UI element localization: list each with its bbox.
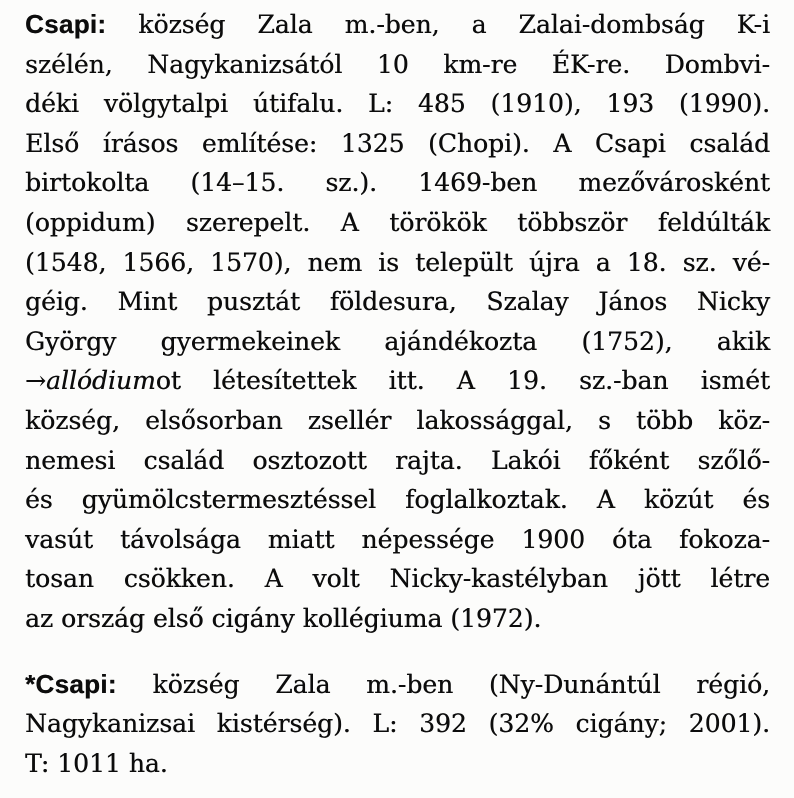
text-line xyxy=(25,401,770,441)
text-line xyxy=(25,243,770,283)
text-run: vasút távolsága miatt népessége 1900 óta fokoza- xyxy=(25,524,770,554)
text-line xyxy=(25,5,770,45)
text-run: géig. Mint pusztát földesura, Szalay János Nicky xyxy=(25,287,770,317)
text-run: György gyermekeinek ajándékozta (1752), akik xyxy=(25,326,770,356)
text-line xyxy=(25,84,770,124)
text-line xyxy=(25,480,770,520)
text-line xyxy=(25,704,770,744)
cross-reference-term: allódium xyxy=(45,366,156,396)
headword: *Csapi: xyxy=(25,668,117,699)
text-run: és gyümölcstermesztéssel foglalkoztak. A közút és xyxy=(25,485,770,515)
text-run: T: 1011 ha. xyxy=(25,748,168,778)
text-run: ot létesítettek itt. A 19. sz.-ban ismét xyxy=(155,366,770,396)
text-run: (oppidum) szerepelt. A törökök többször feldúlták xyxy=(25,207,770,237)
text-run: Nagykanizsai kistérség). L: 392 (32% cigány; 2001). xyxy=(25,709,770,739)
text-line xyxy=(25,282,770,322)
text-line xyxy=(25,124,770,164)
text-line xyxy=(25,322,770,362)
text-line xyxy=(25,203,770,243)
text-line xyxy=(25,744,770,784)
dictionary-entry-csapi-2 xyxy=(25,665,770,784)
dictionary-entry-csapi-1 xyxy=(25,5,770,639)
text-run: község Zala m.-ben (Ny-Dunántúl régió, xyxy=(116,669,770,699)
text-run: Első írásos említése: 1325 (Chopi). A Csapi család xyxy=(25,128,770,158)
text-line xyxy=(25,520,770,560)
text-line xyxy=(25,665,770,705)
text-run: tosan csökken. A volt Nicky-kastélyban jött létre xyxy=(25,564,770,594)
text-line xyxy=(25,163,770,203)
cross-reference-arrow: → xyxy=(25,366,46,396)
text-line xyxy=(25,559,770,599)
text-line xyxy=(25,599,770,639)
text-line xyxy=(25,361,770,401)
text-run: (1548, 1566, 1570), nem is települt újra a 18. sz. vé- xyxy=(25,247,770,277)
text-run: déki völgytalpi útifalu. L: 485 (1910), 193 (1990). xyxy=(25,89,770,119)
text-run: község, elsősorban zsellér lakossággal, s több köz- xyxy=(25,405,770,435)
text-line xyxy=(25,45,770,85)
headword: Csapi: xyxy=(25,9,107,39)
text-run: birtokolta (14–15. sz.). 1469-ben mezővárosként xyxy=(25,168,770,198)
text-run: nemesi család osztozott rajta. Lakói főként szőlő- xyxy=(25,445,770,475)
text-run: az ország első cigány kollégiuma (1972). xyxy=(25,603,542,633)
text-line xyxy=(25,441,770,481)
text-run: község Zala m.-ben, a Zalai-dombság K-i xyxy=(106,10,770,39)
text-run: szélén, Nagykanizsától 10 km-re ÉK-re. Dombvi- xyxy=(25,49,770,79)
